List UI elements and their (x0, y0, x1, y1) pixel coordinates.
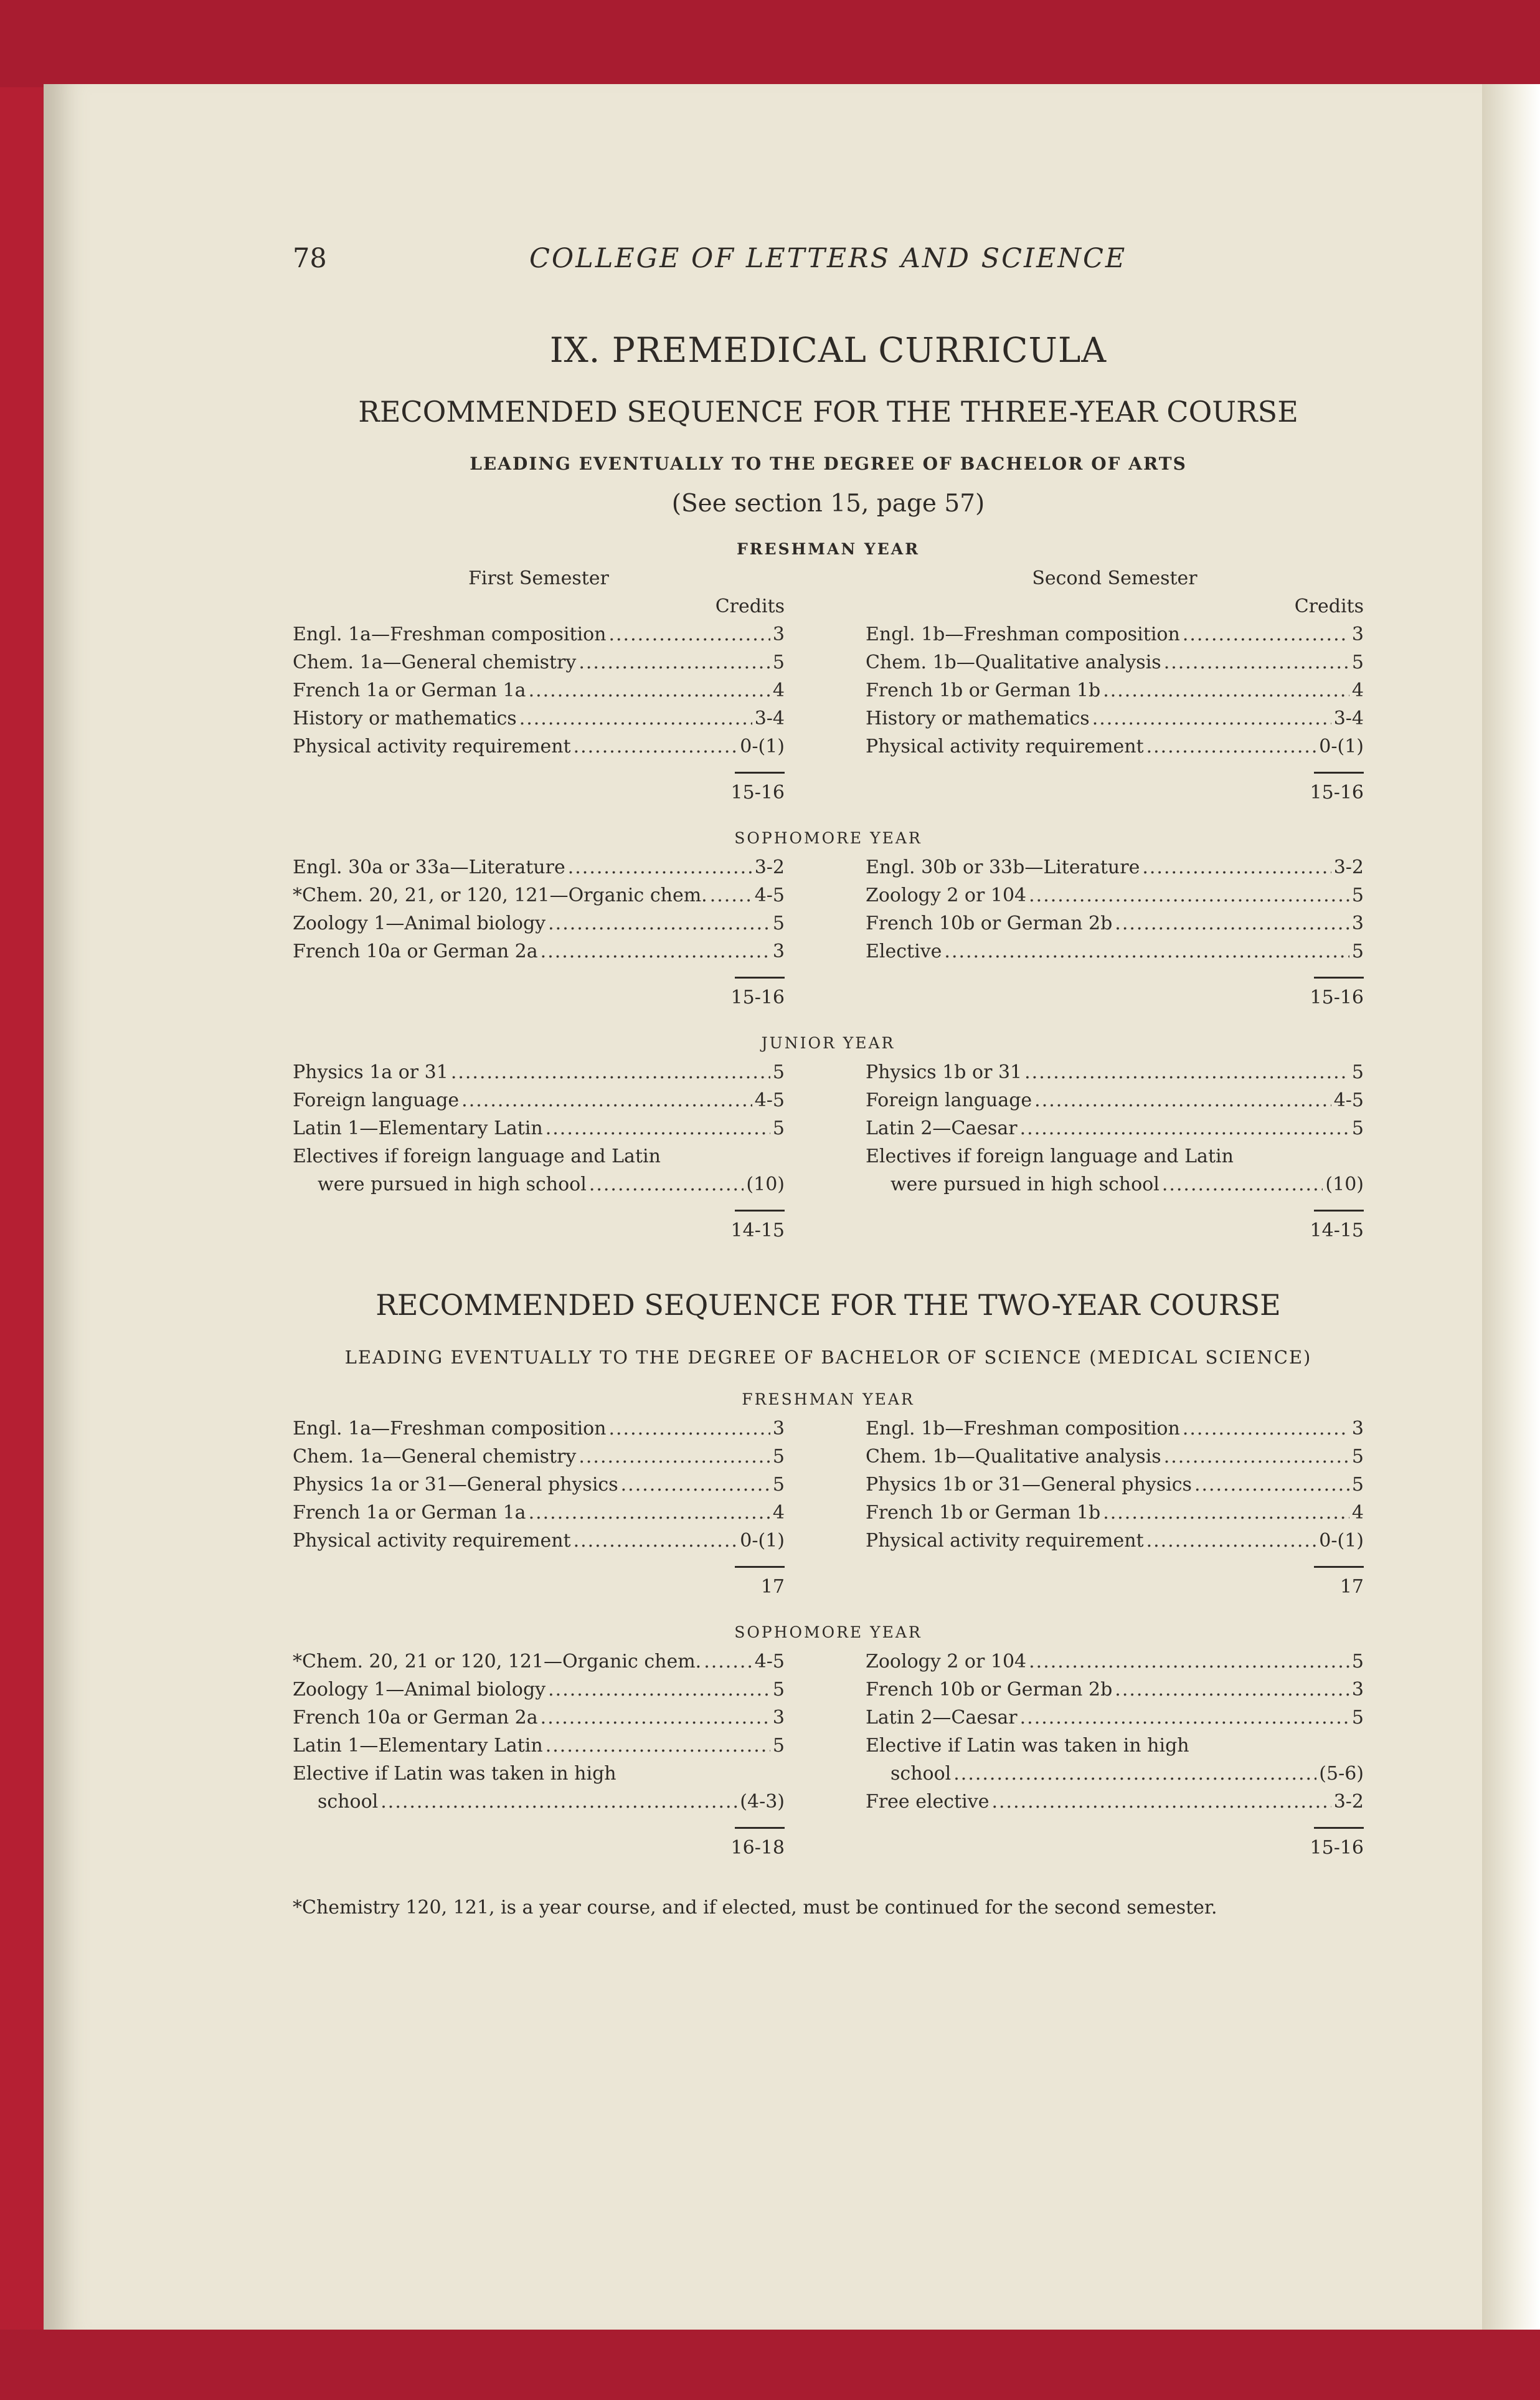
course-row (293, 1499, 785, 1527)
leader-dots (579, 1443, 770, 1471)
course-row (866, 1086, 1364, 1114)
total-rule (1314, 1827, 1364, 1829)
first-semester-heading: First Semester (468, 567, 609, 589)
wrapped-course (866, 1142, 1364, 1198)
leader-dots (1029, 1648, 1349, 1676)
semester-total: 17 (1339, 1576, 1364, 1598)
course-name: Latin 2—Caesar (866, 1707, 1018, 1729)
course-credits: 0-(1) (740, 736, 785, 757)
course-name: Zoology 2 or 104 (866, 1651, 1027, 1672)
two-column-block (293, 1058, 1364, 1245)
course-name: Physical activity requirement (866, 736, 1144, 757)
leader-dots (519, 704, 752, 733)
credits-heading: Credits (1294, 595, 1364, 617)
semester-total: 14-15 (1310, 1220, 1364, 1241)
leader-dots (579, 648, 770, 676)
footnote: *Chemistry 120, 121, is a year course, and if elected, must be continued for the second semester. (293, 1897, 1217, 1919)
two-year-subheading: LEADING EVENTUALLY TO THE DEGREE OF BACHELOR OF SCIENCE (MEDICAL SCIENCE) (344, 1347, 1312, 1368)
course-list (293, 620, 785, 761)
leader-dots (991, 1788, 1331, 1816)
course-row (866, 1499, 1364, 1527)
course-credits: 3-2 (1333, 1791, 1364, 1813)
two-column-block (293, 564, 1364, 807)
course-row (293, 1527, 785, 1555)
course-row (293, 620, 785, 648)
course-name: Physical activity requirement (866, 1530, 1144, 1552)
course-name-line: school (890, 1763, 952, 1785)
course-row (293, 1676, 785, 1704)
leader-dots (1103, 1499, 1349, 1527)
leader-dots (546, 1732, 770, 1760)
first-semester-column (293, 1415, 785, 1601)
course-row (293, 909, 785, 937)
course-row (866, 1676, 1364, 1704)
leader-dots (1024, 1058, 1349, 1086)
leader-dots (574, 1527, 738, 1555)
course-row (866, 648, 1364, 676)
course-name-line: Elective if Latin was taken in high (866, 1735, 1189, 1757)
wrapped-course (866, 1732, 1364, 1788)
course-name: Engl. 1a—Freshman composition (293, 1418, 607, 1440)
two-year-heading: RECOMMENDED SEQUENCE FOR THE TWO-YEAR COURSE (376, 1288, 1281, 1322)
course-row (293, 853, 785, 881)
leader-dots (1115, 1676, 1349, 1704)
course-row (293, 1704, 785, 1732)
semester-total: 15-16 (1310, 1837, 1364, 1859)
course-credits: 5 (772, 913, 785, 934)
leader-dots (1164, 1443, 1349, 1471)
course-name: French 10a or German 2a (293, 1707, 538, 1729)
course-credits: 5 (772, 1735, 785, 1757)
leader-dots (1103, 676, 1349, 704)
leader-dots (944, 937, 1349, 965)
leader-dots (1115, 909, 1349, 937)
course-name: French 1a or German 1a (293, 1502, 526, 1524)
course-credits: (10) (746, 1174, 785, 1195)
page-number: 78 (293, 243, 327, 274)
course-row (293, 1788, 785, 1816)
first-semester-column (293, 564, 785, 807)
course-credits: 5 (772, 1446, 785, 1468)
year-label: FRESHMAN YEAR (737, 540, 920, 558)
leader-dots (1183, 1415, 1349, 1443)
book-binding-bottom (0, 2330, 1540, 2400)
course-name: Foreign language (866, 1089, 1032, 1111)
leader-dots (710, 881, 752, 909)
two-column-block (293, 853, 1364, 1012)
course-credits: 5 (1351, 1707, 1364, 1729)
leader-dots (548, 1676, 770, 1704)
three-year-heading: RECOMMENDED SEQUENCE FOR THE THREE-YEAR COURSE (358, 395, 1298, 429)
course-credits: 5 (772, 1679, 785, 1700)
course-list (293, 1058, 785, 1142)
course-credits: 5 (772, 652, 785, 673)
course-credits: 4-5 (754, 885, 785, 906)
course-credits: 5 (1351, 941, 1364, 962)
course-list (866, 853, 1364, 965)
course-name: Engl. 1b—Freshman composition (866, 1418, 1180, 1440)
course-name: French 10b or German 2b (866, 913, 1113, 934)
leader-dots (548, 909, 770, 937)
course-credits: 3 (772, 1707, 785, 1729)
total-rule (1314, 1210, 1364, 1212)
course-name: Engl. 1a—Freshman composition (293, 624, 607, 645)
course-credits: 3-4 (1333, 708, 1364, 729)
leader-dots (589, 1170, 744, 1198)
total-rule (1314, 1566, 1364, 1568)
course-name-line: Elective if Latin was taken in high (293, 1763, 616, 1785)
second-semester-column (866, 1415, 1364, 1601)
course-row (866, 1704, 1364, 1732)
leader-dots (1020, 1704, 1349, 1732)
course-name: Latin 2—Caesar (866, 1117, 1018, 1139)
course-name: Physics 1b or 31—General physics (866, 1474, 1192, 1496)
course-row (293, 1415, 785, 1443)
course-name: French 10b or German 2b (866, 1679, 1113, 1700)
total-rule (735, 1827, 785, 1829)
course-row (293, 1170, 785, 1198)
leader-dots (1164, 648, 1349, 676)
leader-dots (529, 676, 770, 704)
course-row (866, 676, 1364, 704)
leader-dots (1183, 620, 1349, 648)
leader-dots (1146, 733, 1317, 761)
course-name: *Chem. 20, 21 or 120, 121—Organic chem. (293, 1651, 702, 1672)
course-credits: 5 (1351, 1061, 1364, 1083)
course-row (866, 704, 1364, 733)
course-credits: 5 (772, 1474, 785, 1496)
course-name-line: Electives if foreign language and Latin (866, 1145, 1234, 1167)
semester-total: 15-16 (730, 782, 785, 804)
course-credits: 3 (1351, 1679, 1364, 1700)
course-name: Free elective (866, 1791, 990, 1813)
first-semester-column (293, 1648, 785, 1862)
course-list (293, 1415, 785, 1555)
course-row (866, 620, 1364, 648)
course-credits: 5 (1351, 1474, 1364, 1496)
course-credits: 4-5 (754, 1651, 785, 1672)
course-credits: 0-(1) (1319, 736, 1364, 757)
course-list (293, 1648, 785, 1760)
year-label: SOPHOMORE YEAR (734, 1623, 922, 1641)
book-binding-top (0, 0, 1540, 87)
course-credits: 3 (1351, 913, 1364, 934)
course-credits: 0-(1) (740, 1530, 785, 1552)
leader-dots (529, 1499, 770, 1527)
course-row (866, 909, 1364, 937)
three-year-subheading: LEADING EVENTUALLY TO THE DEGREE OF BACHELOR OF ARTS (470, 453, 1187, 474)
course-name: Zoology 1—Animal biology (293, 913, 546, 934)
course-name: Chem. 1a—General chemistry (293, 1446, 577, 1468)
course-credits: 5 (1351, 1446, 1364, 1468)
course-row (293, 1114, 785, 1142)
course-name: Physics 1b or 31 (866, 1061, 1023, 1083)
course-credits: 3 (1351, 1418, 1364, 1440)
year-label: SOPHOMORE YEAR (734, 829, 922, 847)
course-row (866, 937, 1364, 965)
course-row (293, 1648, 785, 1676)
course-row (293, 704, 785, 733)
chapter-title: IX. PREMEDICAL CURRICULA (549, 330, 1107, 370)
page-header (293, 243, 1364, 280)
leader-dots (1146, 1527, 1317, 1555)
semester-total: 14-15 (730, 1220, 785, 1241)
course-credits: 3 (1351, 624, 1364, 645)
leader-dots (541, 1704, 770, 1732)
course-credits: 5 (1351, 1117, 1364, 1139)
leader-dots (621, 1471, 770, 1499)
course-list (866, 1788, 1364, 1816)
course-row (866, 1527, 1364, 1555)
course-list (866, 1648, 1364, 1732)
first-semester-column (293, 853, 785, 1012)
course-credits: (5-6) (1319, 1763, 1364, 1785)
course-row (866, 1114, 1364, 1142)
second-semester-heading: Second Semester (1032, 567, 1198, 589)
course-credits: 4 (1351, 1502, 1364, 1524)
course-name: Latin 1—Elementary Latin (293, 1117, 543, 1139)
course-row (866, 1760, 1364, 1788)
course-row (866, 1648, 1364, 1676)
leader-dots (380, 1788, 737, 1816)
course-name: French 10a or German 2a (293, 941, 538, 962)
course-credits: 4 (772, 680, 785, 701)
year-label: FRESHMAN YEAR (742, 1390, 915, 1408)
semester-total: 16-18 (730, 1837, 785, 1859)
leader-dots (608, 1415, 770, 1443)
course-name-line: school (318, 1791, 379, 1813)
course-credits: 5 (1351, 885, 1364, 906)
total-rule (1314, 772, 1364, 774)
course-credits: (10) (1325, 1174, 1364, 1195)
course-list (866, 1415, 1364, 1555)
course-name: Chem. 1b—Qualitative analysis (866, 652, 1161, 673)
course-credits: 3 (772, 1418, 785, 1440)
total-rule (735, 977, 785, 979)
course-row (293, 1058, 785, 1086)
course-list (866, 620, 1364, 761)
course-credits: 5 (772, 1061, 785, 1083)
course-name: Physical activity requirement (293, 736, 571, 757)
course-name: Zoology 2 or 104 (866, 885, 1027, 906)
leader-dots (546, 1114, 770, 1142)
course-name: Engl. 1b—Freshman composition (866, 624, 1180, 645)
course-name-line: were pursued in high school (318, 1174, 587, 1195)
course-row (293, 648, 785, 676)
year-label: JUNIOR YEAR (761, 1034, 895, 1052)
course-name: Zoology 1—Animal biology (293, 1679, 546, 1700)
course-row (866, 1415, 1364, 1443)
course-row (293, 937, 785, 965)
course-row (293, 1443, 785, 1471)
course-credits: (4-3) (740, 1791, 785, 1813)
course-name: History or mathematics (866, 708, 1090, 729)
course-row (293, 881, 785, 909)
course-row (866, 1788, 1364, 1816)
course-name: Foreign language (293, 1089, 460, 1111)
leader-dots (1142, 853, 1331, 881)
course-name: Engl. 30b or 33b—Literature (866, 856, 1140, 878)
leader-dots (461, 1086, 752, 1114)
course-credits: 4 (1351, 680, 1364, 701)
course-credits: 3-2 (754, 856, 785, 878)
course-row (293, 676, 785, 704)
course-row (293, 733, 785, 761)
leader-dots (574, 733, 738, 761)
course-list (293, 853, 785, 965)
course-name: History or mathematics (293, 708, 517, 729)
leader-dots (953, 1760, 1316, 1788)
course-list (866, 1058, 1364, 1142)
course-row (866, 1443, 1364, 1471)
total-rule (735, 1210, 785, 1212)
first-semester-column (293, 1058, 785, 1245)
course-credits: 0-(1) (1319, 1530, 1364, 1552)
course-name: Latin 1—Elementary Latin (293, 1735, 543, 1757)
course-credits: 5 (1351, 652, 1364, 673)
course-row (293, 1471, 785, 1499)
second-semester-column (866, 853, 1364, 1012)
course-name: Physical activity requirement (293, 1530, 571, 1552)
semester-total: 15-16 (730, 987, 785, 1008)
semester-total: 15-16 (1310, 782, 1364, 804)
leader-dots (541, 937, 770, 965)
course-row (293, 1086, 785, 1114)
course-row (866, 1058, 1364, 1086)
wrapped-course (293, 1760, 785, 1816)
second-semester-column (866, 1058, 1364, 1245)
course-name: *Chem. 20, 21, or 120, 121—Organic chem. (293, 885, 707, 906)
course-name-line: Electives if foreign language and Latin (293, 1145, 661, 1167)
semester-total: 17 (760, 1576, 785, 1598)
course-name: Chem. 1b—Qualitative analysis (866, 1446, 1161, 1468)
leader-dots (1194, 1471, 1349, 1499)
course-credits: 3 (772, 624, 785, 645)
course-row (866, 1170, 1364, 1198)
total-rule (735, 1566, 785, 1568)
course-row (293, 1732, 785, 1760)
course-credits: 4-5 (754, 1089, 785, 1111)
wrapped-course (293, 1142, 785, 1198)
course-credits: 5 (1351, 1651, 1364, 1672)
leader-dots (1020, 1114, 1349, 1142)
leader-dots (608, 620, 770, 648)
course-credits: 3-4 (754, 708, 785, 729)
course-row (866, 881, 1364, 909)
course-credits: 4 (772, 1502, 785, 1524)
course-credits: 3-2 (1333, 856, 1364, 878)
leader-dots (451, 1058, 770, 1086)
total-rule (735, 772, 785, 774)
course-credits: 4-5 (1333, 1089, 1364, 1111)
course-name: French 1a or German 1a (293, 680, 526, 701)
course-name: Physics 1a or 31 (293, 1061, 448, 1083)
second-semester-column (866, 564, 1364, 807)
course-name: Engl. 30a or 33a—Literature (293, 856, 565, 878)
leader-dots (704, 1648, 752, 1676)
running-title: COLLEGE OF LETTERS AND SCIENCE (529, 243, 1127, 274)
leader-dots (1092, 704, 1331, 733)
course-row (866, 1471, 1364, 1499)
two-column-block (293, 1415, 1364, 1601)
section-reference: (See section 15, page 57) (671, 490, 985, 518)
second-semester-column (866, 1648, 1364, 1862)
course-row (866, 733, 1364, 761)
course-name-line: were pursued in high school (890, 1174, 1160, 1195)
leader-dots (1034, 1086, 1331, 1114)
leader-dots (568, 853, 752, 881)
course-name: French 1b or German 1b (866, 1502, 1101, 1524)
total-rule (1314, 977, 1364, 979)
course-name: Chem. 1a—General chemistry (293, 652, 577, 673)
semester-total: 15-16 (1310, 987, 1364, 1008)
leader-dots (1029, 881, 1349, 909)
course-row (866, 853, 1364, 881)
course-name: Physics 1a or 31—General physics (293, 1474, 618, 1496)
course-credits: 5 (772, 1117, 785, 1139)
leader-dots (1162, 1170, 1323, 1198)
page-content (293, 243, 1364, 1923)
page-edge (1482, 84, 1540, 2333)
credits-heading: Credits (715, 595, 785, 617)
course-name: French 1b or German 1b (866, 680, 1101, 701)
course-credits: 3 (772, 941, 785, 962)
two-column-block (293, 1648, 1364, 1862)
course-name: Elective (866, 941, 942, 962)
